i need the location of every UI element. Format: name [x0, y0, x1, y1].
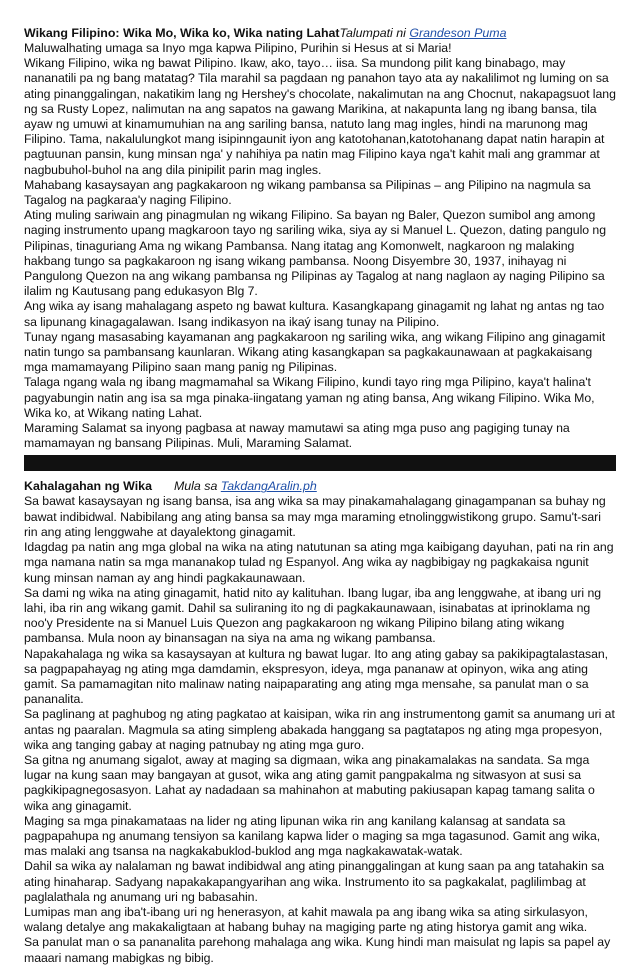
section2-paragraph: Sa gitna ng anumang sigalot, away at maging sa digmaan, wika ang pinakamalakas na sandata. Sa mga lugar na kung saan may bangayan at gusot, wika ang ating gamit pangpakalma ng sitwasyon at susi sa pagkikipagnegosasyon. Lahat ay nadadaan sa mahinahon at mabuting pakiusapan kapag tamang salita o wika ang ginagamit.: [24, 752, 595, 813]
section1-paragraph: Wikang Filipino, wika ng bawat Pilipino. Ikaw, ako, tayo… iisa. Sa mundong pilit kang binabago, may nananatili pa ng bang matatag? Tila marahil sa pagdaan ng panahon tayo ata ay nakalilimot ng luming on sa ating pinanggalingan, nakatikim lang ng Hershey's chocolate, nakalimutan na ang Chocnut, nakapagsuot lang ng sa Rusty Lopez, nalimutan na ang sapatos na gawang Marikina, at nakapunta lang ng ibang bansa, tila ayaw ng umuwi at kinamumuhian na ang sariling bansa, natuto lang mag ingles, hindi na marunong mag Filipino. Tama, nakalulungkot mang isipinngaunit iyon ang katotohanan,katotohanang dapat natin harapin at pagtuunan pansin, kung minsan nga' y nahihiya pa natin mag Filipino kaya nga't kahit mali ang grammar at nagbubuhol-buhol na ang dila pinipilit parin mag ingles.: [24, 56, 616, 177]
section1-paragraph: Ating muling sariwain ang pinagmulan ng wikang Filipino. Sa bayan ng Baler, Quezon sumibol ang among naging instrumento upang magkaroon tayo ng sariling wika, siya ay si Manuel L. Quezon, dating pangulo ng Pilipinas, tinaguriang Ama ng wikang Pambansa. Nang itatag ang Komonwelt, nagkaroon ng malaking hakbang tungo sa pagkakaroon ng isang wikang pambansa. Noong Disyembre 30, 1937, inihayag ni Pangulong Quezon na ang wikang pambansa ng Pilipinas ay Tagalog at nang naglaon ay naging Pilipino sa ilalim ng Kautusang pang edukasyon Blg 7.: [24, 208, 607, 299]
section2-paragraph: Dahil sa wika ay nalalaman ng bawat indibidwal ang ating pinanggalingan at kung saan pa ang tatahakin sa ating hinaharap. Sadyang napakakapangyarihan ang wika. Instrumento ito sa pagkakalat, paglilimbag at paglalathala ng anumang uri ng babasahin.: [24, 859, 604, 904]
section2-paragraph: Maging sa mga pinakamataas na lider ng ating lipunan wika rin ang kanilang kalansag at sandata sa pagpapahupa ng anumang tensiyon sa kanilang kapwa lider o maging sa mga tagasunod. Gamit ang wika, mas malaki ang tsansa na nagkakabuklod-buklod ang mga nagkakawatak-watak.: [24, 813, 601, 859]
section2-body: [24, 494, 616, 965]
section2-title: Kahalagahan ng Wika: [24, 479, 152, 494]
section2-credit: [174, 479, 317, 493]
section2-paragraph: Napakahalaga ng wika sa kasaysayan at kultura ng bawat lugar. Ito ang ating gabay sa pakikipagtalastasan, sa pagpapahayag ng ating mga damdamin, ekspresyon, ideya, mga pananaw at opinyon, wika ang ating gamit. Sa pamamagitan nito malinaw nating naipaparating ang ating mga mensahe, sa panulat man o sa pananalita.: [24, 646, 609, 707]
section2-paragraph: Sa panulat man o sa pananalita parehong mahalaga ang wika. Kung hindi man maisulat ng lapis sa papel ay maaari namang mabigkas ng bibig.: [24, 935, 611, 965]
section1-credit: [340, 26, 507, 40]
document-page: [24, 26, 616, 966]
section2-paragraph: Sa paglinang at paghubog ng ating pagkatao at kaisipan, wika rin ang instrumentong gamit sa anumang uri at antas ng paaralan. Magmula sa ating simpleng abakada hanggang sa pagtatapos ng ating mga propesyon, wika ang tanging gabay at naging patnubay ng ating mga guro.: [24, 707, 615, 752]
section1-paragraph: Maluwalhating umaga sa Inyo mga kapwa Pilipino, Purihin si Hesus at si Maria!: [24, 41, 452, 55]
section1-paragraph: Maraming Salamat sa inyong pagbasa at naway mamutawi sa ating mga puso ang pagiging tunay na mamamayan ng bansang Pilipinas. Muli, Maraming Salamat.: [24, 421, 570, 451]
section1-paragraph: Mahabang kasaysayan ang pagkakaroon ng wikang pambansa sa Pilipinas – ang Pilipino na nagmula sa Tagalog na pagkaraa'y naging Filipino.: [24, 177, 591, 208]
section1-credit-prefix: Talumpati ni: [339, 26, 410, 40]
section2-paragraph: Sa dami ng wika na ating ginagamit, hatid nito ay kalituhan. Ibang lugar, iba ang lenggwahe, at ibang uri ng lahi, iba rin ang wikang gamit. Dahil sa suliraning ito ng di pagkakaunawaan, isinabatas at iprinoklama ng noo'y Presidente na si Manuel Luis Quezon ang pagkakaroon ng wikang Pilipino bilang ating wikang pambansa. Mula noon ay binansagan na siya na ama ng wikang pambansa.: [24, 585, 602, 646]
section1-paragraph: Talaga ngang wala ng ibang magmamahal sa Wikang Filipino, kundi tayo ring mga Pilipino, kaya't halina't pagyabungin natin ang isa sa mga pinaka-iingatang yaman ng ating bansa, Ang wikang Filipino. Wika Mo, Wika ko, at Wikang nating Lahat.: [24, 375, 595, 420]
section1-paragraph: Tunay ngang masasabing kayamanan ang pagkakaroon ng sariling wika, ang wikang Filipino ang ginagamit natin tungo sa pambansang kaunlaran. Wikang ating kasangkapan sa pagkakaunawaan at pagkakaisang mga mamamayang Pilipino saan mang panig ng Pilipinas.: [24, 329, 606, 375]
section1-heading: [24, 26, 616, 41]
section-divider-bar: [24, 455, 616, 471]
section1-body: [24, 41, 616, 451]
section2-paragraph: Sa bawat kasaysayan ng isang bansa, isa ang wika sa may pinakamahalagang ginagampanan sa buhay ng bawat indibidwal. Nabibilang ang ating bansa sa may mga maraming etnolinggwistikong grupo. Samu't-sari rin ang ating lenggwahe at dayalektong ginagamit.: [24, 494, 606, 539]
section2-paragraph: Idagdag pa natin ang mga global na wika na ating natutunan sa ating mga kaibigang dayuhan, pati na rin ang mga namana natin sa mga mananakop tulad ng Espanyol. Ang wika ay nagbibigay ng pagkakaisa ngunit kung minsan naman ay ang hindi pagkakaunawaan.: [24, 540, 614, 585]
section1-title: Wikang Filipino: Wika Mo, Wika ko, Wika nating Lahat: [24, 26, 340, 40]
section2-paragraph: Lumipas man ang iba't-ibang uri ng henerasyon, at kahit mawala pa ang ibang wika sa ating sirkulasyon, walang detalye ang makakaligtaan at habang buhay na magiging parte ng ating historya gamit ang wika.: [24, 904, 588, 935]
section2-credit-prefix: Mula sa: [173, 479, 221, 494]
section1-author-link[interactable]: Grandeson Puma: [409, 26, 507, 40]
section2-heading: [24, 479, 616, 494]
section1-paragraph: Ang wika ay isang mahalagang aspeto ng bawat kultura. Kasangkapang ginagamit ng lahat ng antas ng tao sa lipunang kinagagalawan. Isang indikasyon na ikaý isang tunay na Pilipino.: [24, 299, 605, 329]
section2-source-link[interactable]: TakdangAralin.ph: [220, 479, 317, 494]
